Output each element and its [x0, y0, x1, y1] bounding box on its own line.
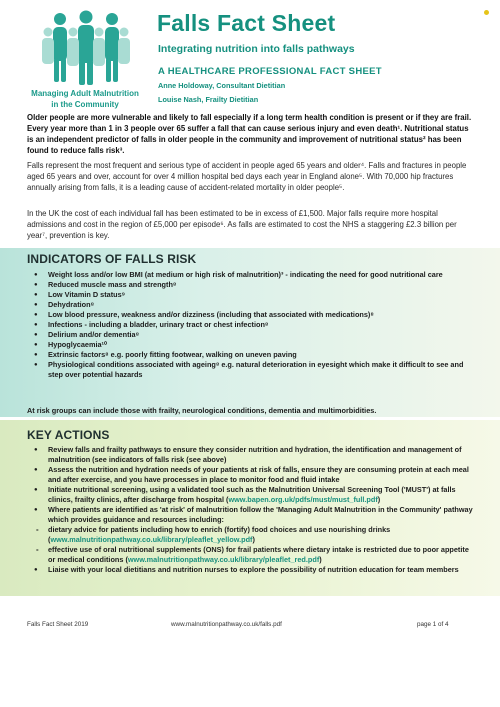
list-item	[34, 485, 474, 505]
list-item: ● Where patients are identified as 'at risk' of malnutrition follow the 'Managing Adult Malnutrition in the Community' pathway which provides guidance and resources including:	[34, 505, 474, 525]
intro-paragraph-1: Falls represent the most frequent and serious type of accident in people aged 65 years and older⁴. Falls and fractures in people aged 65 years and over, account for over 4 million hospital bed days each year in England alone⁵. With 70,000 hip fractures annually arising from falls, it is a leading cause of accident-related mortality in older people⁵.	[27, 161, 467, 192]
key-actions-list	[34, 445, 474, 575]
list-item: ● Hypoglycaemia¹⁰	[34, 340, 474, 350]
section-title-falls-risk: INDICATORS OF FALLS RISK	[27, 252, 197, 266]
footer-page-number: page 1 of 4	[417, 621, 449, 628]
list-item: ● Delirium and/or dementia⁸	[34, 330, 474, 340]
sub-list-item	[34, 545, 474, 565]
intro-bold-paragraph: Older people are more vulnerable and likely to fall especially if a long term health condition is present or if they are frail. Every year more than 1 in 3 people over 65 suffer a fall that can cause serious injury and even death¹. Nutritional status is an independent predictor of falls in older people in the community and improvement of nutritional status² has been found to reduce falls risk³.	[27, 113, 472, 155]
logo-caption-line-2: in the Community	[51, 100, 119, 109]
list-item: ● Physiological conditions associated with ageing⁸ e.g. natural deterioration in eyesight which make it difficult to see and step over potential hazards	[34, 360, 474, 380]
audience-heading: A HEALTHCARE PROFESSIONAL FACT SHEET	[158, 66, 382, 77]
list-item: ● Reduced muscle mass and strength⁸	[34, 280, 474, 290]
footer-url[interactable]: www.malnutritionpathway.co.uk/falls.pdf	[171, 621, 282, 628]
logo-caption	[10, 88, 160, 110]
list-item: ● Assess the nutrition and hydration needs of your patients at risk of falls, ensure they are consuming protein at each meal and after exercise, and you have processes in place to monitor food and fluid intake	[34, 465, 474, 485]
item-text: dietary advice for patients including how to enrich (fortify) food choices and use nourishing drinks (	[48, 525, 391, 544]
falls-risk-section	[0, 248, 500, 417]
falls-risk-list	[34, 270, 474, 380]
must-link[interactable]: www.bapen.org.uk/pdfs/must/must_full.pdf	[228, 495, 378, 504]
section-title-key-actions: KEY ACTIONS	[27, 428, 110, 442]
logo-caption-line-1: Managing Adult Malnutrition	[31, 89, 139, 98]
list-item: ● Low Vitamin D status⁹	[34, 290, 474, 300]
at-risk-groups-note: At risk groups can include those with frailty, neurological conditions, dementia and multimorbidities.	[27, 406, 377, 415]
item-text: Initiate nutritional screening, using a validated tool such as the Malnutrition Universal Screening Tool ('MUST') at falls clinics, frailty clinics, after discharge from hospital (	[48, 485, 456, 504]
yellow-leaflet-link[interactable]: www.malnutritionpathway.co.uk/library/pleaflet_yellow.pdf	[50, 535, 253, 544]
item-text-end: )	[319, 555, 322, 564]
key-actions-section	[0, 420, 500, 596]
decorative-dot	[484, 10, 489, 15]
item-text-end: )	[377, 495, 381, 504]
page-title: Falls Fact Sheet	[157, 10, 336, 36]
item-text: effective use of oral nutritional supplements (ONS) for frail patients where dietary intake is restricted due to poor appetite or medical conditions (	[48, 545, 469, 564]
item-text-end: )	[252, 535, 255, 544]
list-item: ● Review falls and frailty pathways to ensure they consider nutrition and hydration, the identification and management of malnutrition (see indicators of falls risk (see above)	[34, 445, 474, 465]
sub-list-item	[34, 525, 474, 545]
list-item: ● Low blood pressure, weakness and/or dizziness (including that associated with medications)⁸	[34, 310, 474, 320]
footer-document-name: Falls Fact Sheet 2019	[27, 621, 89, 628]
intro-paragraph-2: In the UK the cost of each individual fall has been estimated to be in excess of £1,500. Major falls require more hospital admissions and cost in the region of £5,000 per episode⁶. As falls are estimated to cost the NHS a staggering £2.3 billion per year⁷, prevention is key.	[27, 209, 457, 240]
red-leaflet-link[interactable]: www.malnutritionpathway.co.uk/library/pleaflet_red.pdf	[127, 555, 320, 564]
list-item: ● Dehydration⁸	[34, 300, 474, 310]
list-item: ● Infections - including a bladder, urinary tract or chest infection⁸	[34, 320, 474, 330]
list-item: ● Liaise with your local dietitians and nutrition nurses to explore the possibility of nutrition education for team members	[34, 565, 474, 575]
page-subtitle: Integrating nutrition into falls pathways	[158, 43, 355, 55]
list-item: ● Weight loss and/or low BMI (at medium or high risk of malnutrition)³ - indicating the need for good nutritional care	[34, 270, 474, 280]
author-2: Louise Nash, Frailty Dietitian	[158, 95, 259, 104]
people-group-icon	[40, 10, 132, 88]
author-1: Anne Holdoway, Consultant Dietitian	[158, 81, 286, 90]
list-item: ● Extrinsic factors⁸ e.g. poorly fitting footwear, walking on uneven paving	[34, 350, 474, 360]
